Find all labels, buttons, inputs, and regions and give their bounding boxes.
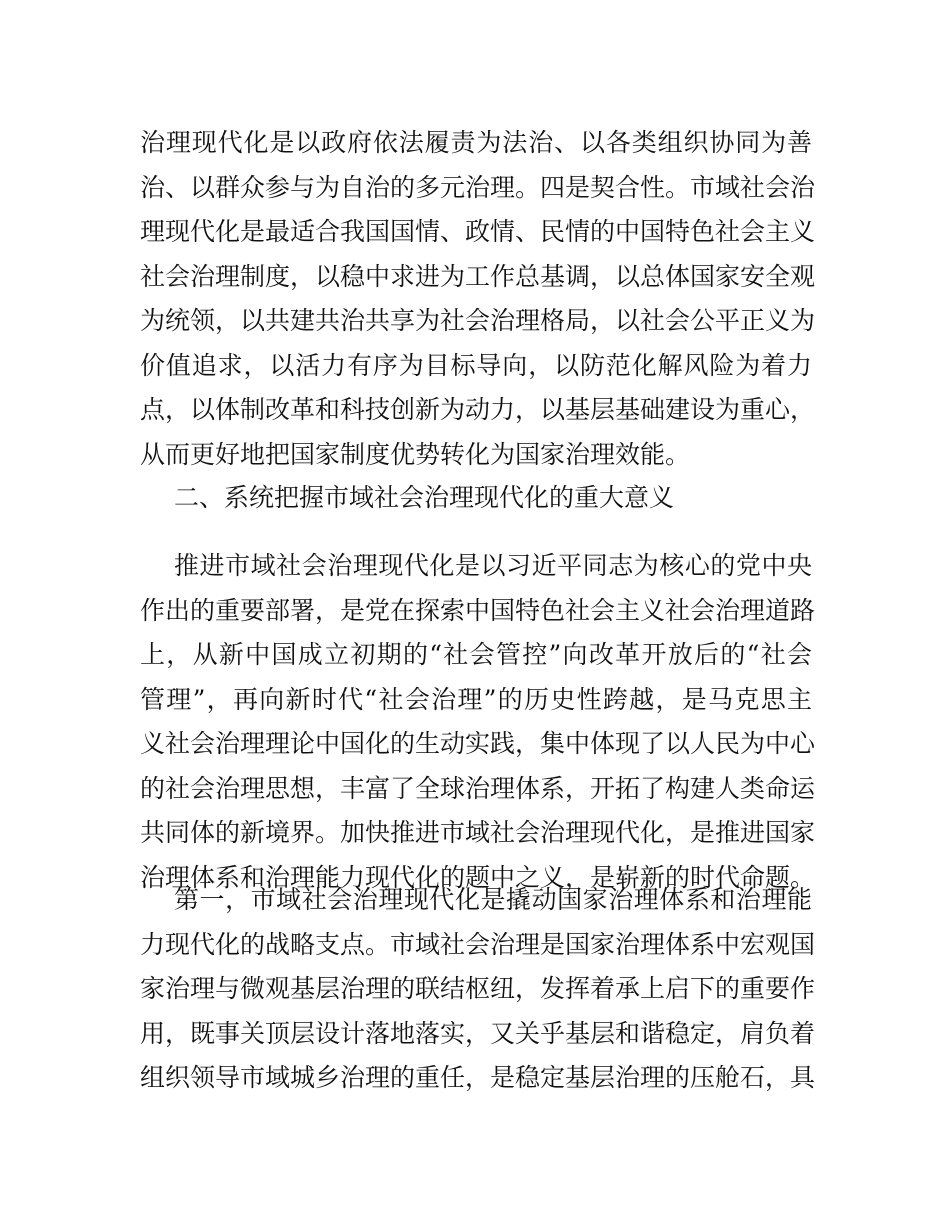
text-line: 用，既事关顶层设计落地落实，又关乎基层和谐稳定，肩负着 [140, 1018, 816, 1048]
paragraph-significance [140, 544, 816, 900]
section-heading [140, 476, 812, 521]
text-line: 从而更好地把国家制度优势转化为国家治理效能。 [140, 439, 691, 469]
text-line: 第一，市域社会治理现代化是撬动国家治理体系和治理能 [174, 885, 812, 914]
text-line: 社会治理制度，以稳中求进为工作总基调，以总体国家安全观 [140, 261, 816, 291]
text-line: 组织领导市域城乡治理的重任，是稳定基层治理的压舱石，具 [140, 1063, 816, 1092]
paragraph-continuation [140, 121, 816, 477]
text-line: 家治理与微观基层治理的联结枢纽，发挥着承上启下的重要作 [140, 974, 816, 1003]
text-line: 治理体系和治理能力现代化的题中之义，是崭新的时代命题。 [140, 862, 816, 892]
text-line: 上，从新中国成立初期的“社会管控”向改革开放后的“社会 [140, 640, 812, 669]
text-line: 力现代化的战略支点。市域社会治理是国家治理体系中宏观国 [140, 929, 816, 959]
text-line: 的社会治理思想，丰富了全球治理体系，开拓了构建人类命运 [140, 773, 816, 803]
text-line: 共同体的新境界。加快推进市域社会治理现代化，是推进国家 [140, 818, 816, 847]
text-line: 治、以群众参与为自治的多元治理。四是契合性。市域社会治 [140, 172, 816, 202]
text-line: 为统领，以共建共治共享为社会治理格局，以社会公平正义为 [140, 306, 816, 335]
text-line: 理现代化是最适合我国国情、政情、民情的中国特色社会主义 [140, 217, 816, 246]
paragraph-first-point [140, 878, 816, 1101]
heading-text: 二、系统把握市域社会治理现代化的重大意义 [174, 483, 675, 512]
text-line: 点，以体制改革和科技创新为动力，以基层基础建设为重心， [140, 395, 816, 424]
text-line: 价值追求，以活力有序为目标导向，以防范化解风险为着力 [140, 350, 812, 380]
text-line: 义社会治理理论中国化的生动实践，集中体现了以人民为中心 [140, 729, 816, 758]
text-line: 推进市域社会治理现代化是以习近平同志为核心的党中央 [174, 551, 812, 580]
text-line: 管理”，再向新时代“社会治理”的历史性跨越，是马克思主 [140, 684, 812, 714]
text-line: 作出的重要部署，是党在探索中国特色社会主义社会治理道路 [140, 595, 816, 625]
text-line: 治理现代化是以政府依法履责为法治、以各类组织协同为善 [140, 128, 812, 157]
